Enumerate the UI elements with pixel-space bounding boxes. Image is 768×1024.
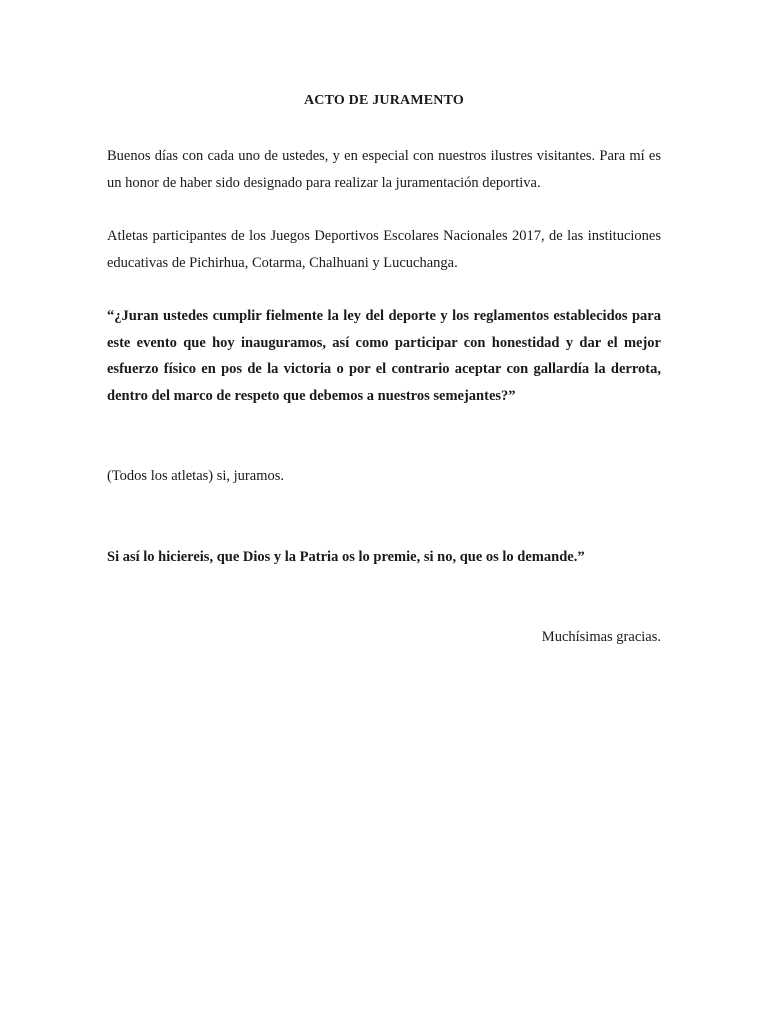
- athletes-paragraph: Atletas participantes de los Juegos Deportivos Escolares Nacionales 2017, de las instituciones educativas de Pichirhua, Cotarma, Chalhuani y Lucuchanga.: [107, 228, 661, 271]
- oath-question-paragraph: “¿Juran ustedes cumplir fielmente la ley del deporte y los reglamentos establecidos para este evento que hoy inauguramos, así como participar con honestidad y dar el mejor esfuerzo físico en pos de la victoria o por el contrario aceptar con gallardía la derrota, dentro del marco de respeto que debemos a nuestros semejantes?”: [107, 308, 661, 404]
- athletes-answer-paragraph: (Todos los atletas) si, juramos.: [107, 468, 284, 484]
- document-body: [107, 88, 661, 651]
- greeting-paragraph: Buenos días con cada uno de ustedes, y en especial con nuestros ilustres visitantes. Para mí es un honor de haber sido designado para realizar la juramentación deportiva.: [107, 148, 661, 191]
- closing-oath-paragraph: Si así lo hiciereis, que Dios y la Patria os lo premie, si no, que os lo demande.”: [107, 548, 585, 565]
- document-title: ACTO DE JURAMENTO: [303, 93, 464, 108]
- thanks-line: Muchísimas gracias.: [541, 629, 661, 645]
